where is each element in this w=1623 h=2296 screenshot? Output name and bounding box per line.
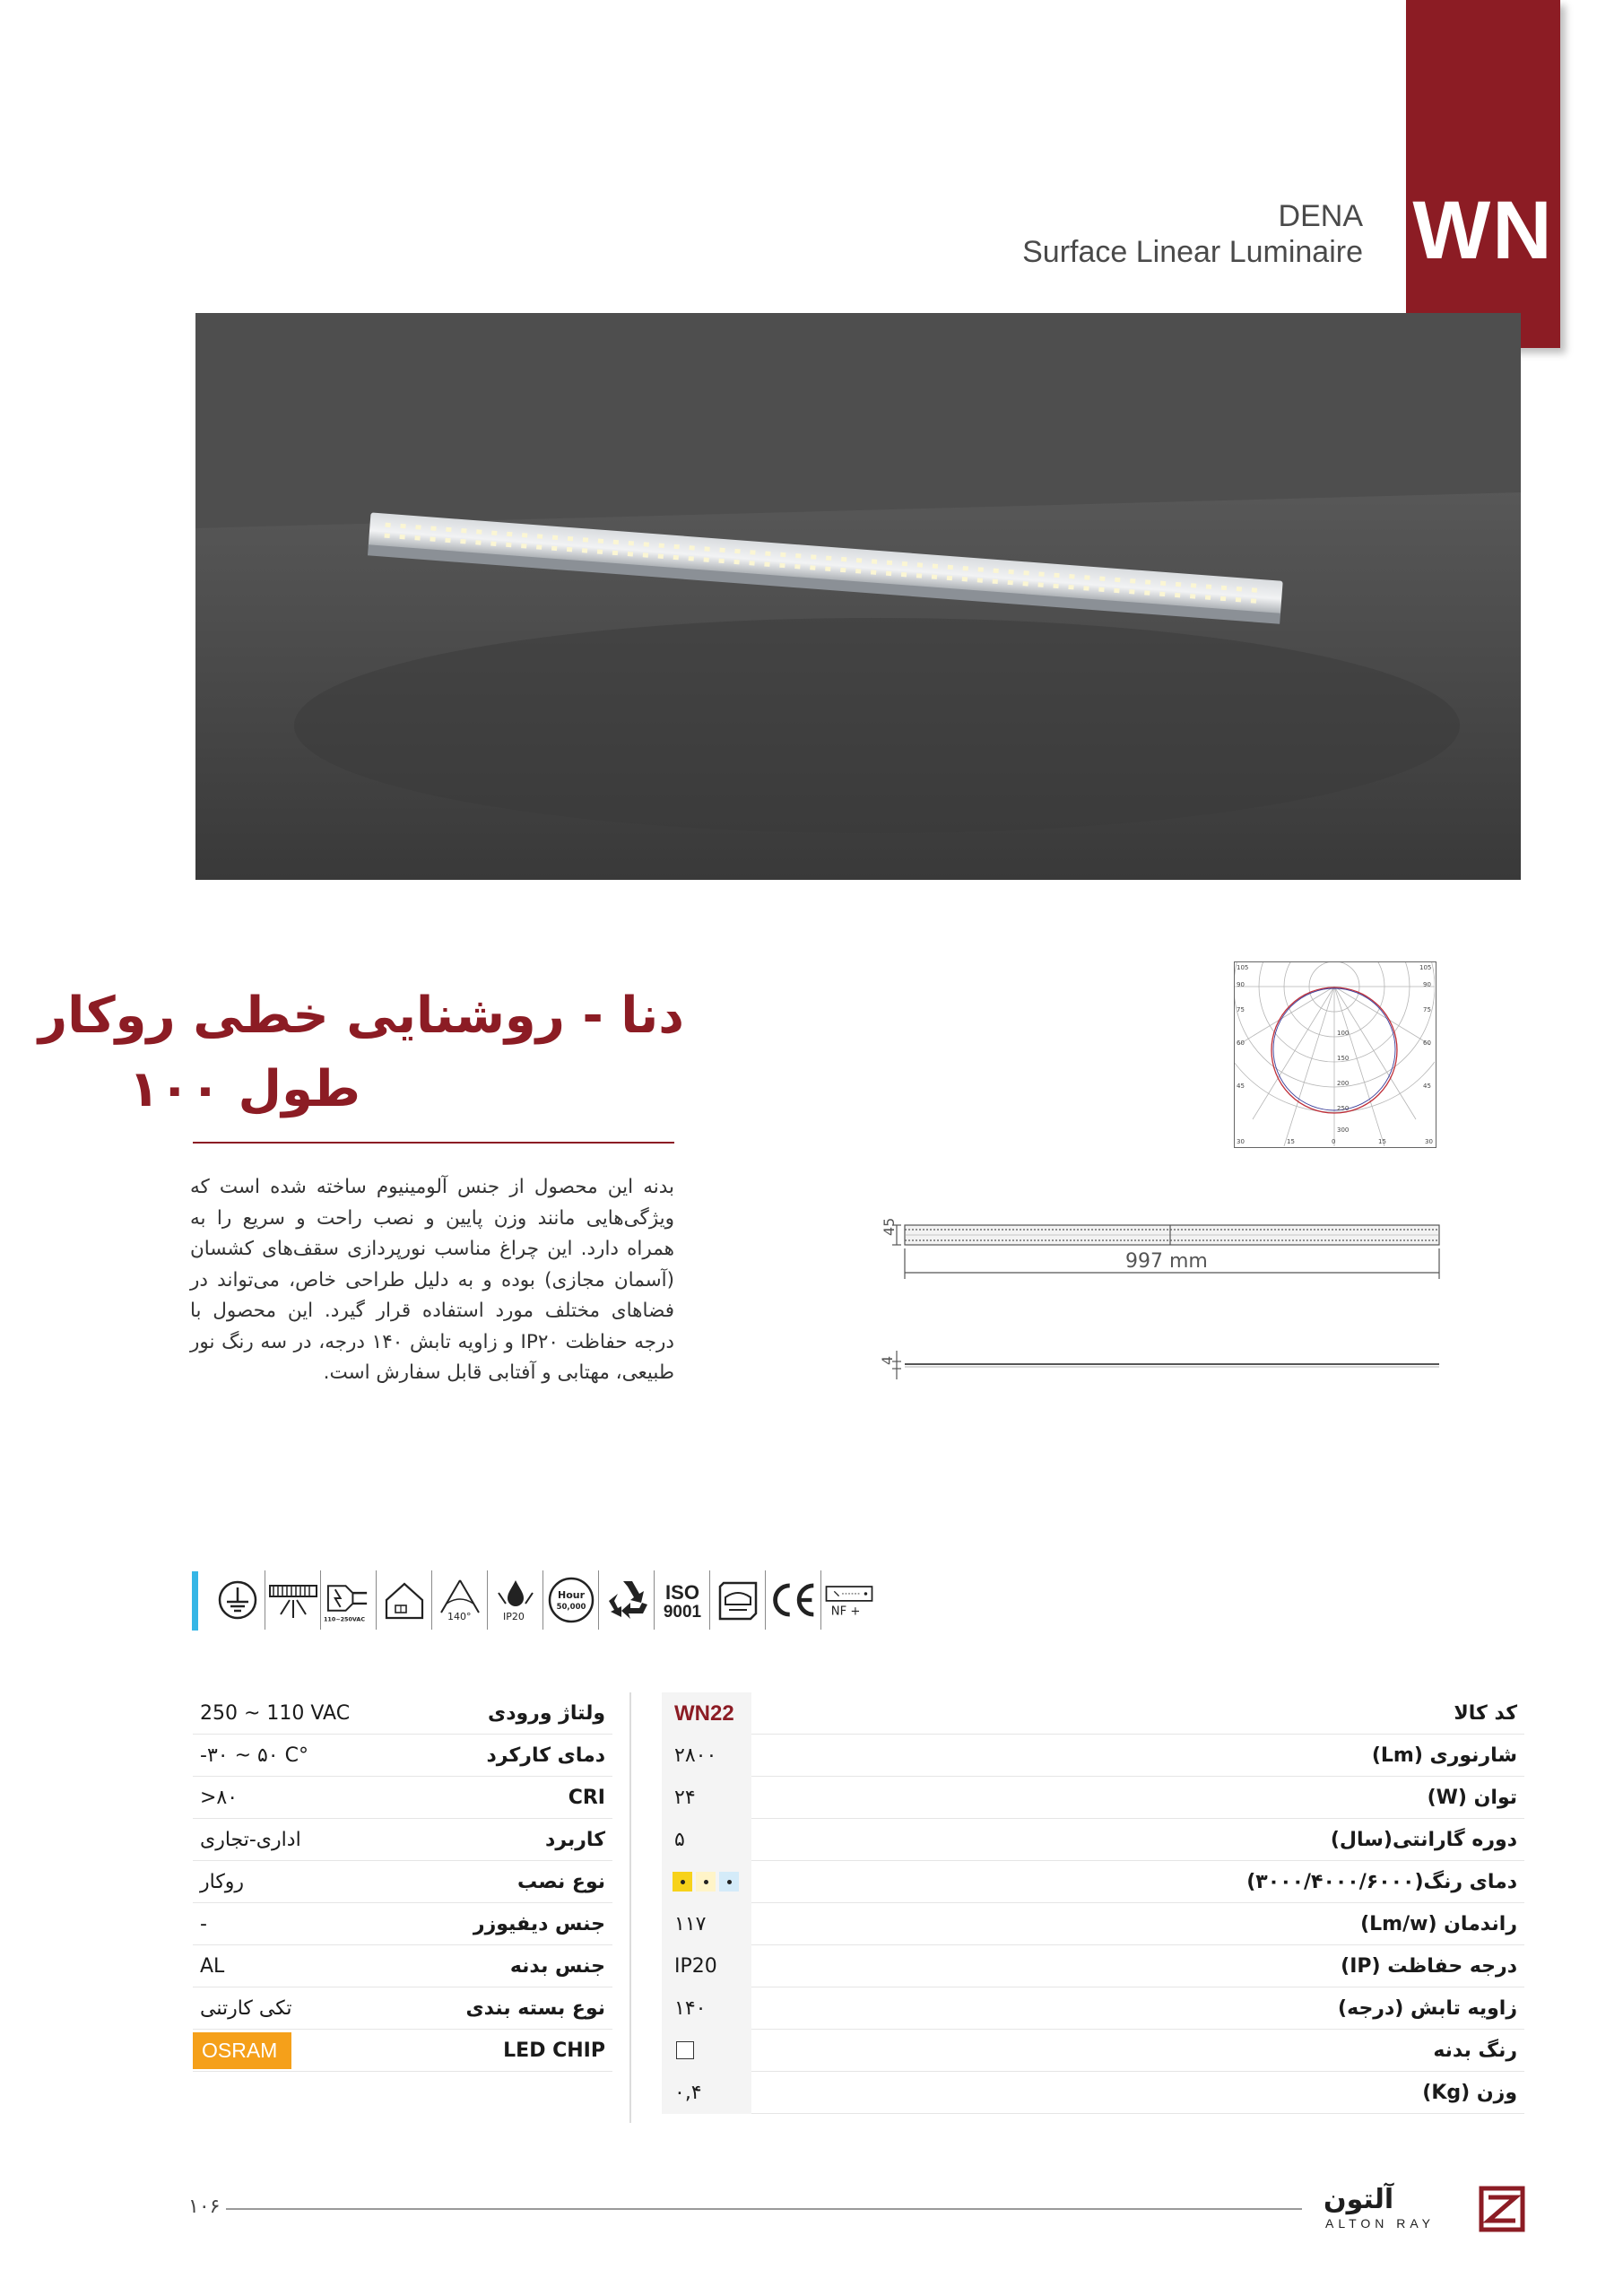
iso-number-label: 9001 bbox=[663, 1603, 701, 1622]
polar-angle-label: 105 bbox=[1237, 964, 1249, 971]
led-chip bbox=[1008, 580, 1013, 585]
page-number: ۱۰۶ bbox=[188, 2196, 221, 2218]
polar-radius-label: 150 bbox=[1337, 1055, 1350, 1062]
led-chip bbox=[1251, 598, 1256, 603]
led-chip bbox=[1115, 578, 1120, 582]
table-row bbox=[662, 1945, 1524, 1987]
ceiling-mount-icon bbox=[265, 1570, 321, 1630]
led-chip bbox=[917, 562, 923, 567]
spec-value: 250 ~ 110 VAC bbox=[200, 1702, 351, 1725]
led-chip bbox=[400, 524, 405, 528]
spec-value: تکی کارتنی bbox=[200, 1997, 292, 2020]
spec-label: رنگ بدنه bbox=[1433, 2039, 1517, 2062]
led-chip bbox=[887, 561, 892, 565]
led-chip bbox=[993, 579, 998, 584]
led-chip bbox=[978, 567, 984, 571]
led-chip bbox=[1220, 596, 1226, 601]
table-row bbox=[662, 1735, 1524, 1777]
polar-angle-label: 90 bbox=[1237, 981, 1245, 988]
polar-angle-label: 30 bbox=[1425, 1138, 1433, 1145]
led-chip bbox=[1145, 579, 1150, 584]
spec-value: ۱۴۰ bbox=[674, 1997, 707, 2020]
led-chip bbox=[718, 559, 724, 563]
led-chip bbox=[825, 567, 830, 571]
indoor-house-icon bbox=[377, 1570, 432, 1630]
spec-value: روکار bbox=[200, 1871, 245, 1893]
led-chip bbox=[840, 568, 846, 572]
lifetime-value-label: 50,000 bbox=[556, 1603, 586, 1612]
polar-angle-label: 105 bbox=[1419, 964, 1432, 971]
led-chip bbox=[1191, 583, 1196, 587]
led-chip bbox=[1159, 592, 1165, 596]
led-chip bbox=[1068, 585, 1073, 589]
led-chip bbox=[1069, 574, 1074, 578]
body-color-swatch bbox=[676, 2041, 694, 2059]
polar-angle-label: 60 bbox=[1423, 1039, 1431, 1047]
certification-icons bbox=[210, 1568, 877, 1632]
lifetime-hour-label: Hour bbox=[557, 1589, 585, 1601]
product-length: طول ۱۰۰ bbox=[128, 1060, 360, 1118]
led-chip bbox=[658, 554, 664, 559]
ce-mark-icon bbox=[766, 1570, 821, 1630]
led-chip bbox=[810, 565, 815, 570]
led-chip bbox=[916, 573, 922, 578]
led-chip bbox=[1098, 587, 1104, 592]
spec-value: ۱۱۷ bbox=[674, 1913, 707, 1935]
led-chip bbox=[749, 561, 754, 565]
series-code: WN bbox=[1412, 185, 1554, 276]
brand-name: ALTON RAY bbox=[1325, 2216, 1436, 2231]
voltage-range-label: 110~250VAC bbox=[323, 1615, 366, 1623]
led-chip bbox=[399, 535, 404, 539]
led-chip bbox=[644, 542, 649, 546]
spec-label: کاربرد bbox=[545, 1829, 605, 1851]
led-chip bbox=[855, 569, 861, 573]
led-chip bbox=[886, 571, 891, 576]
recycle-icon bbox=[599, 1570, 655, 1630]
led-chip bbox=[932, 574, 937, 578]
led-chip bbox=[673, 555, 679, 560]
product-description: بدنه این محصول از جنس آلومینیوم ساخته شده است که ویژگی‌هایی مانند وزن پایین و نصب راحت و سریع را به همراه دارد. این چراغ مناسب نورپردازی سقف‌های کشسان (آسمان مجازی) بوده و به دلیل طراحی خاص، می‌تواند در فضاهای مختلف مورد استفاده قرار گیرد. این محصول با درجه حفاظت IP۲۰ و زاویه تابش ۱۴۰ درجه، در سه رنگ نور طبیعی، مهتابی و آفتابی قابل سفارش است. bbox=[190, 1176, 674, 1384]
led-chip bbox=[689, 556, 694, 561]
led-chip bbox=[430, 526, 436, 530]
height-dimension: 45 bbox=[881, 1217, 898, 1236]
led-chip bbox=[1023, 581, 1028, 586]
led-chip bbox=[613, 540, 619, 544]
spec-table-secondary bbox=[193, 1692, 612, 2081]
led-chip bbox=[1008, 570, 1013, 574]
led-chip bbox=[1054, 573, 1059, 578]
polar-radius-label: 300 bbox=[1337, 1126, 1350, 1134]
spec-label: LED CHIP bbox=[503, 2039, 605, 2062]
product-photo bbox=[195, 313, 1521, 880]
side-dimension: 4 bbox=[879, 1355, 896, 1365]
led-chip bbox=[1084, 575, 1089, 579]
led-chip bbox=[794, 564, 800, 569]
spec-label: راندمان (Lm/w) bbox=[1360, 1913, 1517, 1935]
led-chip bbox=[461, 528, 466, 533]
led-chip bbox=[430, 536, 435, 541]
nf-mark-label: NF + bbox=[830, 1605, 861, 1619]
led-chip bbox=[1114, 588, 1119, 593]
table-row bbox=[662, 2072, 1524, 2114]
polar-angle-label: 15 bbox=[1287, 1138, 1295, 1145]
spec-value: AL bbox=[200, 1955, 225, 1978]
spec-value: ۵ bbox=[674, 1829, 685, 1851]
polar-radius-label: 200 bbox=[1337, 1080, 1350, 1087]
led-chip bbox=[567, 547, 572, 552]
polar-angle-label: 15 bbox=[1378, 1138, 1386, 1145]
table-row bbox=[662, 1861, 1524, 1903]
led-chip bbox=[537, 534, 542, 538]
led-chip bbox=[629, 541, 634, 545]
spec-label: جنس بدنه bbox=[509, 1955, 605, 1978]
product-code-value: WN22 bbox=[674, 1701, 734, 1726]
led-chip bbox=[872, 559, 877, 563]
spec-value: ۲۴ bbox=[674, 1787, 696, 1809]
spec-label: ولتاژ ورودی bbox=[488, 1702, 605, 1725]
led-chip bbox=[643, 552, 648, 557]
led-chip bbox=[475, 540, 481, 544]
led-chip bbox=[856, 558, 862, 562]
led-chip bbox=[583, 537, 588, 542]
spec-value: >۸۰ bbox=[200, 1787, 239, 1809]
standard-mark-icon bbox=[710, 1570, 766, 1630]
led-chip bbox=[734, 549, 740, 553]
led-chip bbox=[415, 525, 421, 529]
spec-label: جنس دیفیوزر bbox=[473, 1913, 605, 1935]
spec-table-main bbox=[662, 1692, 1524, 2123]
table-row bbox=[193, 1903, 612, 1945]
length-dimension: 997 mm bbox=[1125, 1250, 1208, 1273]
polar-angle-label: 45 bbox=[1423, 1083, 1431, 1090]
led-chip bbox=[993, 569, 998, 573]
iso-icon bbox=[655, 1570, 710, 1630]
power-plug-icon bbox=[321, 1570, 377, 1630]
title-divider bbox=[193, 1142, 674, 1144]
led-chip bbox=[764, 561, 769, 566]
product-type: Surface Linear Luminaire bbox=[1022, 235, 1363, 269]
led-chip bbox=[1083, 586, 1089, 590]
table-separator bbox=[629, 1692, 631, 2123]
led-chip bbox=[1205, 595, 1211, 599]
table-row bbox=[193, 1819, 612, 1861]
series-tab bbox=[1406, 0, 1560, 348]
led-chip bbox=[445, 538, 450, 543]
led-chip bbox=[704, 546, 709, 551]
led-chip bbox=[719, 548, 725, 552]
led-chip bbox=[811, 554, 816, 559]
spec-value: - bbox=[200, 1913, 207, 1935]
led-chip bbox=[414, 535, 420, 540]
color-temperature-swatches bbox=[673, 1872, 742, 1892]
led-chip bbox=[947, 576, 952, 580]
led-chip bbox=[1176, 582, 1181, 587]
spec-label: دمای رنگ(۳۰۰۰/۴۰۰۰/۶۰۰۰) bbox=[1246, 1871, 1517, 1893]
polar-angle-label: 75 bbox=[1237, 1006, 1245, 1013]
ip-rating-label: IP20 bbox=[502, 1611, 525, 1622]
led-chip bbox=[841, 557, 846, 561]
led-chip bbox=[826, 556, 831, 561]
table-row bbox=[662, 1819, 1524, 1861]
led-chip bbox=[963, 566, 968, 570]
led-chip bbox=[1023, 570, 1028, 575]
table-row bbox=[662, 1903, 1524, 1945]
led-chip bbox=[1053, 584, 1058, 588]
led-chip bbox=[902, 561, 907, 566]
spec-label: زاویه تابش (درجه) bbox=[1338, 1997, 1517, 2020]
table-row bbox=[662, 2030, 1524, 2072]
spec-label: شارنوری (Lm) bbox=[1371, 1744, 1517, 1767]
spec-value: اداری-تجاری bbox=[200, 1829, 301, 1851]
table-row bbox=[193, 1945, 612, 1987]
spec-label: نوع بسته بندی bbox=[465, 1997, 605, 2020]
led-chip bbox=[521, 544, 526, 548]
led-chip bbox=[506, 543, 511, 547]
led-chip bbox=[385, 523, 390, 527]
led-chip bbox=[522, 533, 527, 537]
led-chip bbox=[659, 544, 664, 548]
led-chip bbox=[476, 529, 482, 534]
polar-angle-label: 75 bbox=[1423, 1006, 1431, 1013]
led-chip bbox=[674, 544, 680, 549]
led-chip bbox=[780, 552, 785, 557]
led-chip bbox=[1236, 597, 1241, 602]
led-chip bbox=[750, 550, 755, 554]
brand-name-fa: آلتون bbox=[1324, 2184, 1394, 2215]
lifetime-hours-icon bbox=[543, 1570, 599, 1630]
spec-label: دمای کارکرد bbox=[486, 1744, 605, 1767]
led-chip bbox=[1038, 571, 1044, 576]
led-chip bbox=[1160, 581, 1166, 586]
footer-rule bbox=[226, 2208, 1302, 2210]
table-row bbox=[193, 2030, 612, 2072]
led-chip bbox=[446, 527, 451, 532]
led-chip bbox=[612, 551, 618, 555]
led-chip bbox=[551, 546, 557, 551]
polar-light-distribution bbox=[1234, 961, 1436, 1148]
spec-label: دوره گارانتی(سال) bbox=[1330, 1829, 1517, 1851]
led-chip bbox=[568, 536, 573, 541]
led-chip bbox=[628, 552, 633, 556]
beam-angle-icon bbox=[432, 1570, 488, 1630]
led-chip bbox=[507, 532, 512, 536]
led-chip bbox=[977, 578, 983, 582]
led-chip bbox=[490, 542, 496, 546]
table-row bbox=[193, 1692, 612, 1735]
led-chip bbox=[1237, 587, 1242, 591]
earth-ground-icon bbox=[210, 1570, 265, 1630]
spec-label: CRI bbox=[568, 1787, 605, 1809]
led-chip bbox=[689, 545, 694, 550]
cct-swatch-neutral bbox=[696, 1872, 716, 1892]
led-chip bbox=[1206, 584, 1211, 588]
beam-angle-label: 140° bbox=[447, 1611, 471, 1622]
led-chip bbox=[1037, 582, 1043, 587]
led-chip bbox=[491, 531, 497, 535]
led-chip-brand-badge: OSRAM bbox=[193, 2032, 291, 2069]
cct-swatch-warm bbox=[673, 1872, 692, 1892]
cct-swatch-cool bbox=[719, 1872, 739, 1892]
table-row bbox=[662, 1692, 1524, 1735]
led-chip bbox=[704, 557, 709, 561]
led-chip bbox=[597, 549, 603, 553]
product-title: دنا - روشنایی خطی روکار bbox=[38, 987, 684, 1045]
table-row bbox=[662, 1777, 1524, 1819]
led-chip bbox=[765, 552, 770, 556]
led-chip bbox=[933, 564, 938, 569]
led-chip bbox=[598, 538, 603, 543]
dimension-drawing bbox=[865, 1216, 1448, 1390]
polar-angle-label: 30 bbox=[1237, 1138, 1245, 1145]
led-chip bbox=[1175, 593, 1180, 597]
spec-label: درجه حفاظت (IP) bbox=[1341, 1955, 1517, 1978]
led-chip bbox=[795, 553, 801, 558]
polar-angle-label: 90 bbox=[1423, 981, 1431, 988]
led-chip bbox=[1190, 594, 1195, 598]
spec-label: وزن (Kg) bbox=[1422, 2082, 1517, 2104]
led-chip bbox=[1252, 587, 1257, 592]
iso-label: ISO bbox=[664, 1581, 699, 1604]
table-row bbox=[193, 1861, 612, 1903]
led-chip bbox=[733, 560, 739, 564]
led-chip bbox=[962, 577, 968, 581]
led-chip bbox=[779, 563, 785, 568]
led-chip bbox=[1129, 589, 1134, 594]
polar-radius-label: 100 bbox=[1337, 1030, 1350, 1037]
polar-angle-label: 60 bbox=[1237, 1039, 1245, 1047]
led-chip bbox=[948, 565, 953, 570]
led-chip bbox=[1130, 578, 1135, 583]
led-chip bbox=[582, 548, 587, 552]
led-chip bbox=[552, 535, 558, 540]
table-row bbox=[662, 1987, 1524, 2030]
icon-strip-accent bbox=[192, 1571, 198, 1631]
table-row bbox=[193, 1777, 612, 1819]
spec-label: کد کالا bbox=[1454, 1702, 1517, 1725]
ip-rating-icon bbox=[488, 1570, 543, 1630]
brand-logo bbox=[1324, 2181, 1530, 2239]
polar-radius-label: 250 bbox=[1337, 1105, 1350, 1112]
led-chip bbox=[460, 539, 465, 544]
table-row bbox=[193, 1987, 612, 2030]
led-chip bbox=[1144, 590, 1150, 595]
spec-value: ۰,۴ bbox=[674, 2082, 702, 2104]
polar-angle-label: 0 bbox=[1332, 1138, 1336, 1145]
led-chip bbox=[536, 544, 542, 549]
led-chip bbox=[1099, 577, 1105, 581]
led-chip bbox=[901, 572, 907, 577]
spec-value: -۳۰ ~ ۵۰ C° bbox=[200, 1744, 308, 1767]
led-chip bbox=[385, 534, 390, 538]
polar-angle-label: 45 bbox=[1237, 1083, 1245, 1090]
table-row bbox=[193, 1735, 612, 1777]
product-name: DENA bbox=[1278, 199, 1363, 233]
spec-label: نوع نصب bbox=[517, 1871, 605, 1893]
nf-mark-icon bbox=[821, 1570, 877, 1630]
spec-value: IP20 bbox=[674, 1955, 717, 1978]
spec-label: توان (W) bbox=[1427, 1787, 1517, 1809]
led-chip bbox=[1221, 586, 1227, 590]
led-chip bbox=[871, 570, 876, 574]
spec-value: ۲۸۰۰ bbox=[674, 1744, 717, 1767]
